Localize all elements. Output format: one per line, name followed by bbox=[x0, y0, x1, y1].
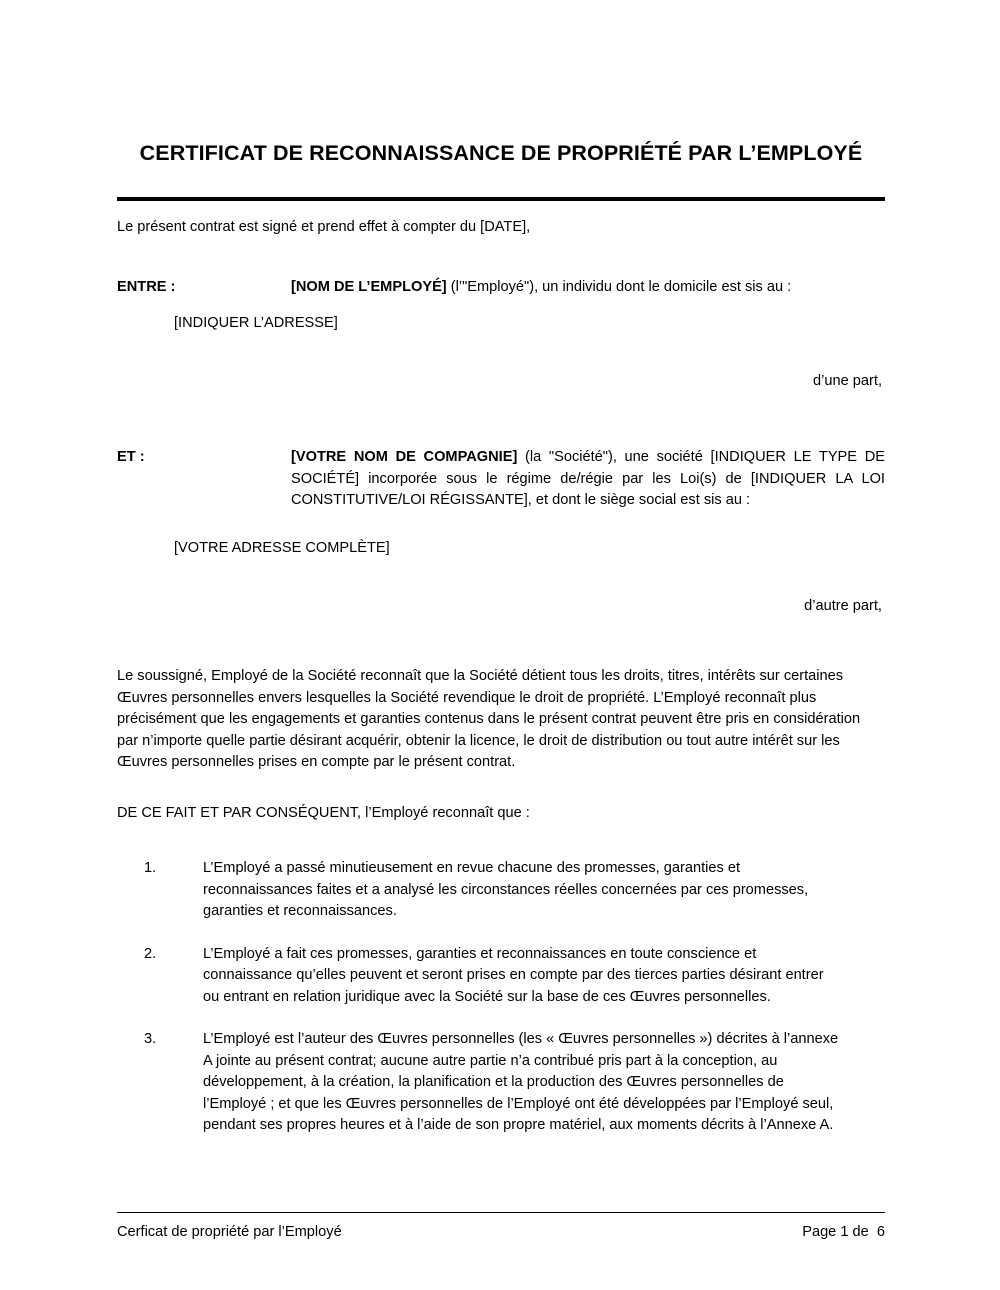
consequent-line: DE CE FAIT ET PAR CONSÉQUENT, l’Employé reconnaît que : bbox=[117, 805, 530, 821]
employee-description-text: (l’"Employé"), un individu dont le domicile est sis au : bbox=[446, 279, 792, 295]
party-closer-second: d’autre part, bbox=[804, 598, 882, 614]
footer-page-number: Page 1 de 6 bbox=[802, 1224, 885, 1240]
employee-name-placeholder: [NOM DE L’EMPLOYÉ] bbox=[291, 279, 447, 295]
clause-item bbox=[117, 1029, 885, 1137]
party-label-et: ET : bbox=[117, 449, 145, 465]
clause-text: L’Employé a fait ces promesses, garanties et reconnaissances en toute conscience et connaissance qu’elles peuvent et seront prises en compte par des tierces parties désirant entrer ou entrant en relation juridique avec la Société sur la base de ces Œuvres personnelles. bbox=[203, 945, 824, 1005]
clause-item bbox=[117, 944, 885, 1009]
clause-text: L’Employé est l’auteur des Œuvres personnelles (les « Œuvres personnelles ») décrites à l’annexe A jointe au présent contrat; aucune autre partie n’a contribué pris part à la conception, au développement, à la création, la planification et la production des Œuvres personnelles de l’Employé ; et que les Œuvres personnelles de l’Employé ont été développées par l’Employé seul, pendant ses propres heures et à l’aide de son propre matériel, aux moments décrits à l’Annexe A. bbox=[203, 1031, 839, 1133]
clause-number: 3. bbox=[144, 1031, 157, 1047]
page-title: CERTIFICAT DE RECONNAISSANCE DE PROPRIÉTÉ PAR L’EMPLOYÉ bbox=[139, 141, 863, 166]
party-closer-first: d’une part, bbox=[813, 373, 882, 389]
recital-paragraph: Le soussigné, Employé de la Société reconnaît que la Société détient tous les droits, titres, intérêts sur certaines Œuvres personnelles envers lesquelles la Société revendique le droit de propriété. L’Employé reconnaît plus précisément que les engagements et garanties contenus dans le présent contrat peuvent être pris en considération par n’importe quelle partie désirant acquérir, obtenir la licence, le droit de distribution ou tout autre intérêt sur les Œuvres personnelles prises en compte par le présent contrat. bbox=[117, 668, 861, 770]
company-name-placeholder: [VOTRE NOM DE COMPAGNIE] bbox=[291, 449, 518, 465]
clause-list bbox=[117, 858, 885, 1158]
effective-date-line: Le présent contrat est signé et prend effet à compter du [DATE], bbox=[117, 219, 531, 235]
clause-item bbox=[117, 858, 885, 923]
footer-divider bbox=[117, 1212, 885, 1213]
page-footer bbox=[117, 1222, 885, 1244]
clause-text: L’Employé a passé minutieusement en revue chacune des promesses, garanties et reconnaissances faites et a analysé les circonstances réelles concernées par ces promesses, garanties et reconnaissances. bbox=[203, 860, 809, 919]
employee-address-placeholder: [INDIQUER L’ADRESSE] bbox=[174, 315, 338, 331]
title-divider bbox=[117, 197, 885, 201]
party-description-employee bbox=[291, 277, 885, 299]
company-description-text: (la "Société"), une société [INDIQUER LE TYPE DE SOCIÉTÉ] incorporée sous le régime de/régie par les Loi(s) de [INDIQUER LA LOI CONSTITUTIVE/LOI RÉGISSANTE], et dont le siège social est sis au : bbox=[291, 449, 885, 508]
party-label-entre: ENTRE : bbox=[117, 279, 176, 295]
clause-number: 1. bbox=[144, 860, 157, 876]
party-description-company bbox=[291, 447, 885, 512]
clause-number: 2. bbox=[144, 945, 157, 962]
footer-document-name: Cerficat de propriété par l’Employé bbox=[117, 1224, 342, 1240]
company-address-placeholder: [VOTRE ADRESSE COMPLÈTE] bbox=[174, 540, 390, 556]
